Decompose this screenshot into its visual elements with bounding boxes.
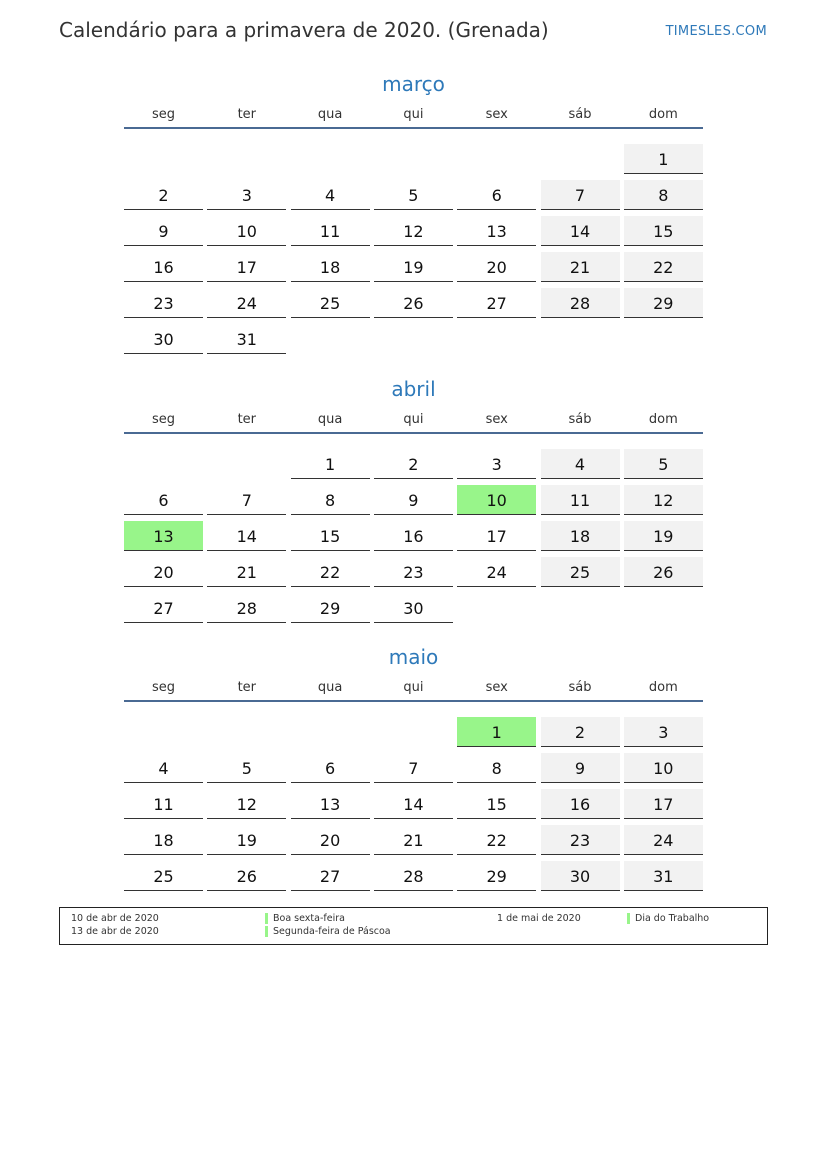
legend-holiday-name: Boa sexta-feira [273,913,345,924]
month-name: maio [388,645,439,669]
holiday-marker [265,926,268,937]
weekday-label: sáb [568,680,592,695]
weekday-header [124,680,703,700]
weekday-label: qua [317,107,343,122]
weekday-label: qui [403,680,424,695]
day-cell: 13 [291,789,370,819]
day-cell: 7 [541,180,620,210]
weekday-label: dom [648,412,678,427]
day-cell: 13 [124,521,203,551]
day-cell: 17 [624,789,703,819]
day-cell: 3 [457,449,536,479]
day-cell: 18 [541,521,620,551]
legend-holiday-name: Segunda-feira de Páscoa [273,926,391,937]
day-cell: 27 [457,288,536,318]
holiday-legend [59,907,768,945]
day-cell: 10 [624,753,703,783]
day-cell: 19 [374,252,453,282]
day-cell: 22 [624,252,703,282]
day-cell: 18 [291,252,370,282]
day-cell: 26 [624,557,703,587]
day-cell: 15 [457,789,536,819]
day-cell: 10 [457,485,536,515]
weekday-label: seg [151,680,176,695]
day-cell: 7 [207,485,286,515]
header-rule [124,432,703,434]
weekday-label: qui [403,412,424,427]
day-cell: 8 [624,180,703,210]
weekday-header [124,107,703,127]
legend-date: 13 de abr de 2020 [71,926,159,937]
holiday-marker [265,913,268,924]
day-cell: 14 [207,521,286,551]
day-cell: 13 [457,216,536,246]
day-cell: 20 [291,825,370,855]
weekday-label: dom [648,107,678,122]
day-cell: 2 [124,180,203,210]
day-cell: 16 [541,789,620,819]
day-cell: 8 [457,753,536,783]
day-cell: 15 [624,216,703,246]
day-cell: 5 [207,753,286,783]
day-cell: 12 [207,789,286,819]
day-cell: 19 [207,825,286,855]
day-cell: 31 [624,861,703,891]
day-cell: 1 [457,717,536,747]
day-cell: 17 [457,521,536,551]
day-cell: 30 [541,861,620,891]
month-name: março [382,72,445,96]
day-cell: 6 [124,485,203,515]
day-cell: 14 [541,216,620,246]
day-cell: 27 [291,861,370,891]
day-cell: 7 [374,753,453,783]
day-cell: 30 [374,593,453,623]
day-cell: 24 [207,288,286,318]
day-cell: 22 [291,557,370,587]
weekday-label: seg [151,412,176,427]
day-cell: 30 [124,324,203,354]
day-cell: 11 [124,789,203,819]
day-cell: 20 [124,557,203,587]
weekday-label: sáb [568,412,592,427]
weekday-label: sex [485,107,508,122]
day-cell: 10 [207,216,286,246]
day-cell: 21 [374,825,453,855]
day-cell: 25 [541,557,620,587]
weekday-label: sáb [568,107,592,122]
day-cell: 26 [374,288,453,318]
day-cell: 21 [207,557,286,587]
weekday-label: dom [648,680,678,695]
weekday-label: ter [237,412,257,427]
legend-date: 10 de abr de 2020 [71,913,159,924]
weekday-label: sex [485,680,508,695]
day-cell: 23 [541,825,620,855]
weekday-label: sex [485,412,508,427]
header-rule [124,700,703,702]
day-cell: 23 [374,557,453,587]
day-cell: 29 [457,861,536,891]
legend-holiday-name: Dia do Trabalho [635,913,710,924]
day-cell: 4 [291,180,370,210]
day-cell: 9 [124,216,203,246]
day-cell: 24 [624,825,703,855]
day-cell: 19 [624,521,703,551]
page-title: Calendário para a primavera de 2020. (Grenada) [59,18,549,42]
weekday-label: qua [317,680,343,695]
day-cell: 4 [541,449,620,479]
weekday-header [124,412,703,432]
day-cell: 3 [207,180,286,210]
day-cell: 26 [207,861,286,891]
day-cell: 25 [124,861,203,891]
day-cell: 25 [291,288,370,318]
day-cell: 17 [207,252,286,282]
day-cell: 1 [291,449,370,479]
day-cell: 18 [124,825,203,855]
day-cell: 1 [624,144,703,174]
day-cell: 12 [624,485,703,515]
header-rule [124,127,703,129]
day-cell: 22 [457,825,536,855]
brand-link[interactable]: TIMESLES.COM [665,24,767,39]
day-cell: 16 [124,252,203,282]
day-cell: 28 [541,288,620,318]
weekday-label: seg [151,107,176,122]
weekday-label: ter [237,680,257,695]
day-cell: 29 [291,593,370,623]
day-cell: 6 [457,180,536,210]
day-cell: 8 [291,485,370,515]
day-cell: 15 [291,521,370,551]
legend-date: 1 de mai de 2020 [497,913,581,924]
day-cell: 4 [124,753,203,783]
day-cell: 16 [374,521,453,551]
day-cell: 2 [374,449,453,479]
day-cell: 28 [207,593,286,623]
day-cell: 20 [457,252,536,282]
day-cell: 9 [374,485,453,515]
day-cell: 3 [624,717,703,747]
day-cell: 5 [374,180,453,210]
weekday-label: qui [403,107,424,122]
day-cell: 11 [541,485,620,515]
weekday-label: ter [237,107,257,122]
day-cell: 12 [374,216,453,246]
holiday-marker [627,913,630,924]
month-calendar [124,645,703,935]
day-cell: 5 [624,449,703,479]
day-cell: 23 [124,288,203,318]
day-cell: 9 [541,753,620,783]
day-cell: 27 [124,593,203,623]
month-name: abril [391,377,436,401]
day-cell: 2 [541,717,620,747]
month-calendar [124,377,703,667]
day-cell: 24 [457,557,536,587]
day-cell: 11 [291,216,370,246]
day-cell: 6 [291,753,370,783]
day-cell: 21 [541,252,620,282]
day-cell: 28 [374,861,453,891]
weekday-label: qua [317,412,343,427]
day-cell: 29 [624,288,703,318]
day-cell: 31 [207,324,286,354]
day-cell: 14 [374,789,453,819]
month-calendar [124,72,703,362]
